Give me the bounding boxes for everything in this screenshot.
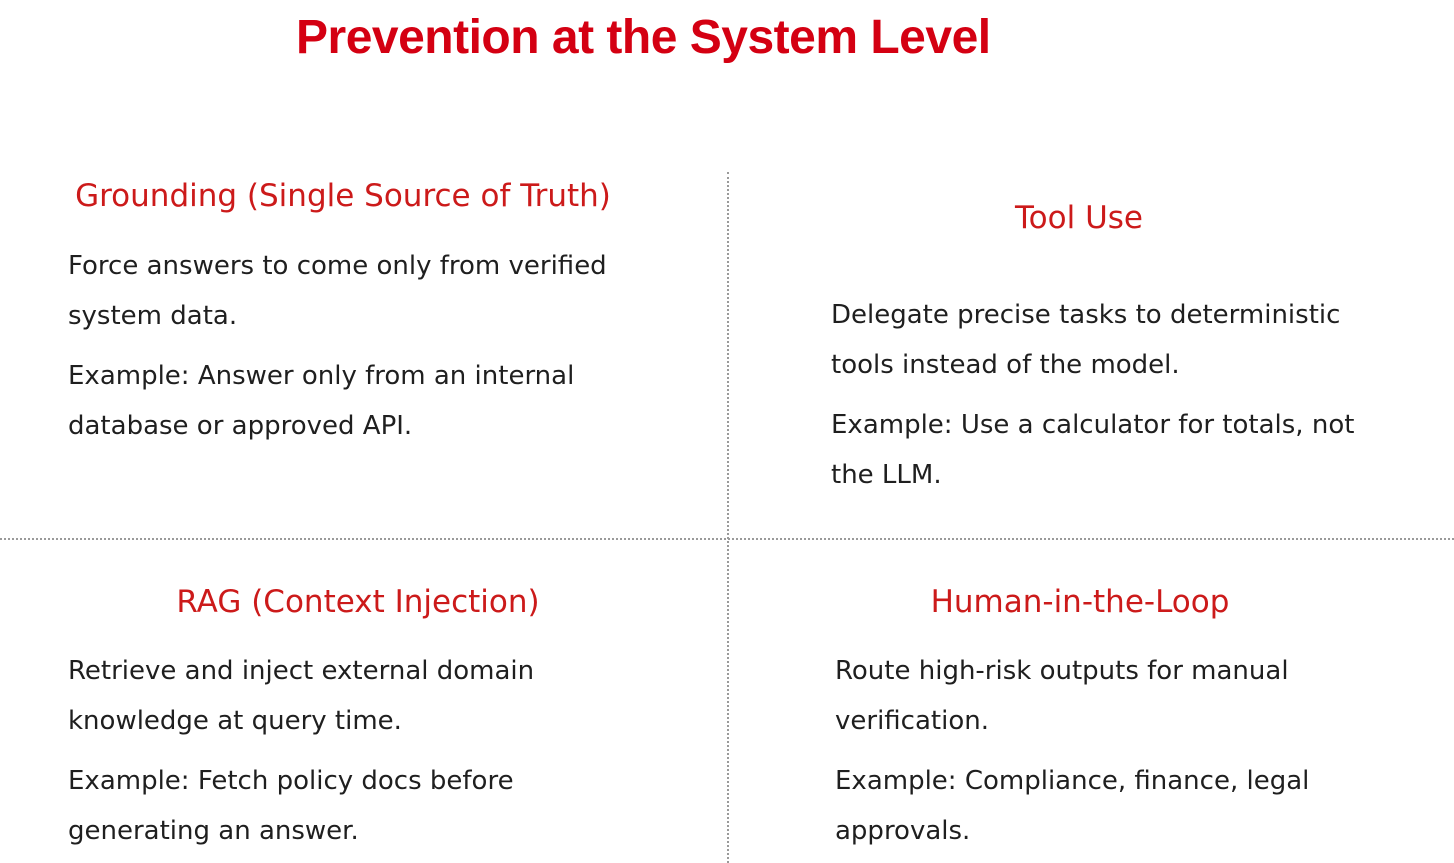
grounding-section <box>68 172 688 451</box>
vertical-divider <box>727 172 729 863</box>
page-title: Prevention at the System Level <box>296 11 991 64</box>
section-description: Force answers to come only from verified system data. <box>68 251 607 331</box>
section-description: Route high-risk outputs for manual verification. <box>835 656 1289 736</box>
section-heading: Grounding (Single Source of Truth) <box>75 178 611 214</box>
section-heading: Human-in-the-Loop <box>930 584 1230 620</box>
section-heading: Tool Use <box>1015 200 1143 236</box>
section-example: Example: Answer only from an internal database or approved API. <box>68 361 575 441</box>
section-heading: RAG (Context Injection) <box>176 584 540 620</box>
tool-use-section <box>831 172 1431 500</box>
section-description: Retrieve and inject external domain knowledge at query time. <box>68 656 535 736</box>
rag-section <box>68 578 688 856</box>
horizontal-divider <box>0 538 1454 540</box>
human-in-the-loop-section <box>835 578 1435 856</box>
section-description: Delegate precise tasks to deterministic tools instead of the model. <box>831 300 1341 380</box>
section-example: Example: Use a calculator for totals, not the LLM. <box>831 410 1355 490</box>
section-example: Example: Fetch policy docs before generating an answer. <box>68 766 514 846</box>
section-example: Example: Compliance, finance, legal approvals. <box>835 766 1310 846</box>
